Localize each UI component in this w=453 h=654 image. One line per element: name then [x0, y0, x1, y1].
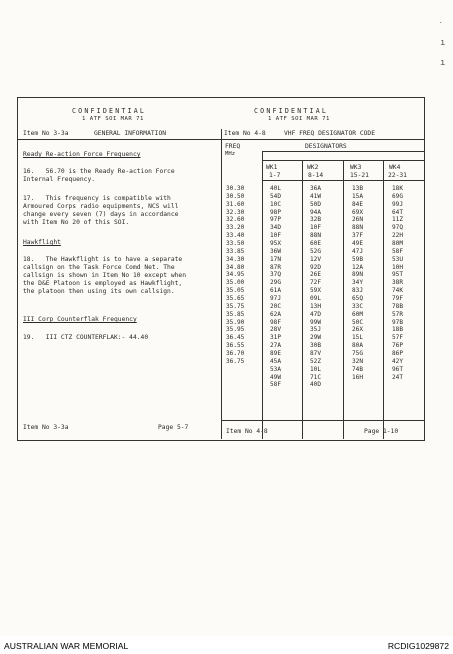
designator-cell: 22H [392, 232, 404, 240]
freq-cell: 35.05 [226, 287, 245, 295]
freq-cell: 36.45 [226, 334, 245, 342]
designator-cell: 11Z [392, 216, 404, 224]
week-2-range: 8-14 [308, 172, 324, 179]
designator-cell: 59X [310, 287, 322, 295]
designator-cell: 58F [270, 381, 282, 389]
freq-cell: 34.95 [226, 271, 245, 279]
designator-cell: 36A [310, 185, 322, 192]
column-divider [221, 129, 222, 439]
designator-cell: 36W [270, 247, 282, 255]
header-rule-right [221, 139, 424, 140]
archive-footer [0, 637, 453, 654]
designator-cell: 18B [392, 326, 404, 334]
freq-cell: 33.20 [226, 224, 245, 232]
designator-cell: 40L [270, 185, 282, 192]
designator-cell: 32N [352, 357, 364, 365]
designator-cell: 45A [270, 357, 282, 365]
designator-cell: 30B [310, 342, 322, 350]
freq-cell: 32.60 [226, 216, 245, 224]
designator-cell: 10F [270, 232, 282, 240]
institution-name: AUSTRALIAN WAR MEMORIAL [4, 641, 129, 651]
designators-rule [262, 151, 424, 152]
designator-cell: 47J [352, 247, 364, 255]
freq-cell: 35.75 [226, 302, 245, 310]
designator-cell: 26E [310, 271, 322, 279]
para-18-line: the platoon then using its own callsign. [23, 288, 175, 295]
designator-cell: 13B [352, 185, 364, 192]
item-number-left: Item No 3-3a [23, 130, 69, 137]
designator-cell: 41W [310, 192, 322, 200]
week-3-column [352, 185, 363, 381]
designator-cell: 47D [310, 310, 322, 318]
designator-cell: 87R [270, 263, 282, 271]
designator-cell: 26N [352, 216, 364, 224]
hawkflight-heading: Hawkflight [23, 239, 61, 246]
section-heading-left: GENERAL INFORMATION [94, 130, 167, 137]
designator-cell: 26X [352, 326, 364, 334]
classification-left: CONFIDENTIAL [72, 107, 147, 115]
para-19: 19. III CTZ COUNTERFLAK:- 44.40 [23, 334, 149, 341]
designator-cell: 72F [310, 279, 322, 287]
designator-cell: 86P [392, 350, 404, 358]
week-1-header: WK1 [266, 164, 278, 171]
classification-right: CONFIDENTIAL [254, 107, 329, 115]
designator-cell: 76P [392, 342, 404, 350]
margin-mark: ı [440, 58, 446, 68]
para-17-line: change every seven (7) days in accordance [23, 211, 179, 218]
para-18-line: the D&E Platoon is employed as Hawkflight, [23, 280, 183, 287]
designator-cell: 57F [392, 334, 404, 342]
designator-cell: 62A [270, 310, 282, 318]
margin-mark: ˙ [438, 22, 444, 32]
designator-cell: 52G [310, 247, 322, 255]
freq-cell: 33.40 [226, 232, 245, 240]
designator-cell: 87V [310, 350, 322, 358]
freq-cell: 30.50 [226, 192, 245, 200]
designator-cell: 98F [270, 318, 282, 326]
freq-cell: 36.70 [226, 350, 245, 358]
designator-cell: 97J [270, 295, 282, 303]
margin-mark: ı [440, 38, 446, 48]
week-2-column [310, 185, 321, 389]
designator-cell: 49E [352, 240, 364, 248]
designator-cell: 98P [270, 208, 282, 216]
freq-column [226, 185, 244, 366]
freq-cell: 35.95 [226, 326, 245, 334]
designator-cell: 80M [392, 240, 404, 248]
designator-cell: 32B [310, 216, 322, 224]
para-16-line-1: 16. 56.70 is the Ready Re-action Force [23, 168, 175, 175]
designator-cell: 38R [392, 279, 404, 287]
designator-cell: 88N [310, 232, 322, 240]
designator-cell: 97P [270, 216, 282, 224]
para-17-line: with Item No 20 of this SOI. [23, 219, 130, 226]
para-16-line-2: Internal Frequency. [23, 176, 96, 183]
designator-cell: 95X [270, 240, 282, 248]
designator-cell: 29W [310, 334, 322, 342]
designator-cell: 61A [270, 287, 282, 295]
designator-cell: 50D [310, 200, 322, 208]
reference-left: 1 ATF SOI MAR 71 [82, 116, 144, 122]
designator-cell: 64T [392, 208, 404, 216]
freq-cell: 35.00 [226, 279, 245, 287]
designator-cell: 97B [392, 318, 404, 326]
designator-cell: 50C [352, 318, 364, 326]
designator-cell: 15L [352, 334, 364, 342]
designator-cell: 97Q [392, 224, 404, 232]
mhz-header: MHz [225, 151, 236, 157]
designator-cell: 54D [270, 192, 282, 200]
designator-cell: 96T [392, 365, 404, 373]
designator-cell: 60M [352, 310, 364, 318]
designator-cell: 16H [352, 373, 364, 381]
section-heading-right: VHF FREQ DESIGNATOR CODE [284, 130, 375, 137]
designator-cell: 10F [310, 224, 322, 232]
designator-cell: 18K [392, 185, 404, 192]
header-rule-left [17, 139, 221, 140]
designator-cell: 89N [352, 271, 364, 279]
designator-cell: 74B [352, 365, 364, 373]
designator-cell: 35J [310, 326, 322, 334]
item-number-right: Item No 4-8 [224, 130, 266, 137]
freq-cell: 34.30 [226, 255, 245, 263]
designator-cell: 84E [352, 200, 364, 208]
designator-cell: 10H [392, 263, 404, 271]
designator-cell: 53U [392, 255, 404, 263]
para-18-line: 18. The Hawkflight is to have a separate [23, 256, 183, 263]
designator-cell: 80A [352, 342, 364, 350]
designator-cell: 52Z [310, 357, 322, 365]
designator-cell: 33C [352, 302, 364, 310]
designator-cell: 10L [310, 365, 322, 373]
freq-cell: 35.90 [226, 318, 245, 326]
designator-cell: 34Y [352, 279, 364, 287]
freq-cell: 33.85 [226, 247, 245, 255]
footer-page-right: Page 1-10 [364, 428, 399, 435]
freq-cell: 35.85 [226, 310, 245, 318]
designator-cell: 17N [270, 255, 282, 263]
designator-cell: 49W [270, 373, 282, 381]
week-4-column [392, 185, 403, 381]
designator-cell: 10C [270, 200, 282, 208]
ready-reaction-heading: Ready Re-action Force Frequency [23, 151, 141, 158]
designator-cell: 13H [310, 302, 322, 310]
designator-cell: 57R [392, 310, 404, 318]
freq-cell: 36.75 [226, 357, 245, 365]
designator-cell: 94A [310, 208, 322, 216]
designator-cell: 31P [270, 334, 282, 342]
designator-cell: 59B [352, 255, 364, 263]
designator-cell: 27A [270, 342, 282, 350]
para-18-line: callsign is shown in Item No 10 except when [23, 272, 187, 279]
designator-cell: 53A [270, 365, 282, 373]
table-line [383, 160, 384, 439]
week-4-header: WK4 [389, 164, 401, 171]
designator-cell: 09L [310, 295, 322, 303]
designator-cell: 40D [310, 381, 322, 389]
designator-cell: 95T [392, 271, 404, 279]
designator-cell: 74K [392, 287, 404, 295]
footer-item-left: Item No 3-3a [23, 424, 69, 431]
designator-cell: 78B [392, 302, 404, 310]
freq-cell: 34.80 [226, 263, 245, 271]
footer-item-right: Item No 4-8 [226, 428, 268, 435]
designator-cell: 20C [270, 302, 282, 310]
week-1-column [270, 185, 281, 389]
designator-cell: 15A [352, 192, 364, 200]
freq-cell: 33.50 [226, 240, 245, 248]
para-17-line: Armoured Corps radio equipments, NCS will [23, 203, 179, 210]
designator-cell: 24T [392, 373, 404, 381]
designator-cell: 29G [270, 279, 282, 287]
week-2-header: WK2 [307, 164, 319, 171]
footer-rule-right [221, 420, 424, 421]
week-4-range: 22-31 [388, 172, 407, 179]
freq-header: FREQ [225, 143, 241, 150]
designator-cell: 65Q [352, 295, 364, 303]
designator-cell: 34D [270, 224, 282, 232]
para-18-line: callsign on the Task Force Comd Net. The [23, 264, 175, 271]
designator-cell: 37Q [270, 271, 282, 279]
designator-cell: 58F [392, 247, 404, 255]
footer-page-left: Page 5-7 [158, 424, 189, 431]
freq-cell: 36.55 [226, 342, 245, 350]
designator-cell: 37F [352, 232, 364, 240]
freq-cell: 32.30 [226, 208, 245, 216]
freq-cell: 30.30 [226, 185, 245, 192]
designator-cell: 28V [270, 326, 282, 334]
designator-cell: 89E [270, 350, 282, 358]
week-3-range: 15-21 [350, 172, 369, 179]
designator-cell: 60E [310, 240, 322, 248]
week-1-range: 1-7 [269, 172, 281, 179]
designator-cell: 99W [310, 318, 322, 326]
reference-right: 1 ATF SOI MAR 71 [268, 116, 330, 122]
designator-cell: 42Y [392, 357, 404, 365]
designator-cell: 79F [392, 295, 404, 303]
freq-cell: 35.65 [226, 295, 245, 303]
counterflak-heading: III Corp Counterflak Frequency [23, 316, 137, 323]
week-3-header: WK3 [350, 164, 362, 171]
table-line [343, 160, 344, 439]
designator-cell: 69G [392, 192, 404, 200]
designator-cell: 88N [352, 224, 364, 232]
designator-cell: 99J [392, 200, 404, 208]
freq-cell: 31.60 [226, 200, 245, 208]
designator-cell: 71C [310, 373, 322, 381]
designator-cell: 92D [310, 263, 322, 271]
para-17-line: 17. This frequency is compatible with [23, 195, 171, 202]
record-id: RCDIG1029872 [387, 641, 449, 651]
table-line [262, 151, 263, 439]
table-line [302, 160, 303, 439]
designators-header: DESIGNATORS [305, 143, 347, 150]
designator-cell: 83J [352, 287, 364, 295]
designator-cell: 12A [352, 263, 364, 271]
designator-cell: 12V [310, 255, 322, 263]
designator-cell: 69X [352, 208, 364, 216]
designator-cell: 75G [352, 350, 364, 358]
table-line [262, 160, 424, 161]
